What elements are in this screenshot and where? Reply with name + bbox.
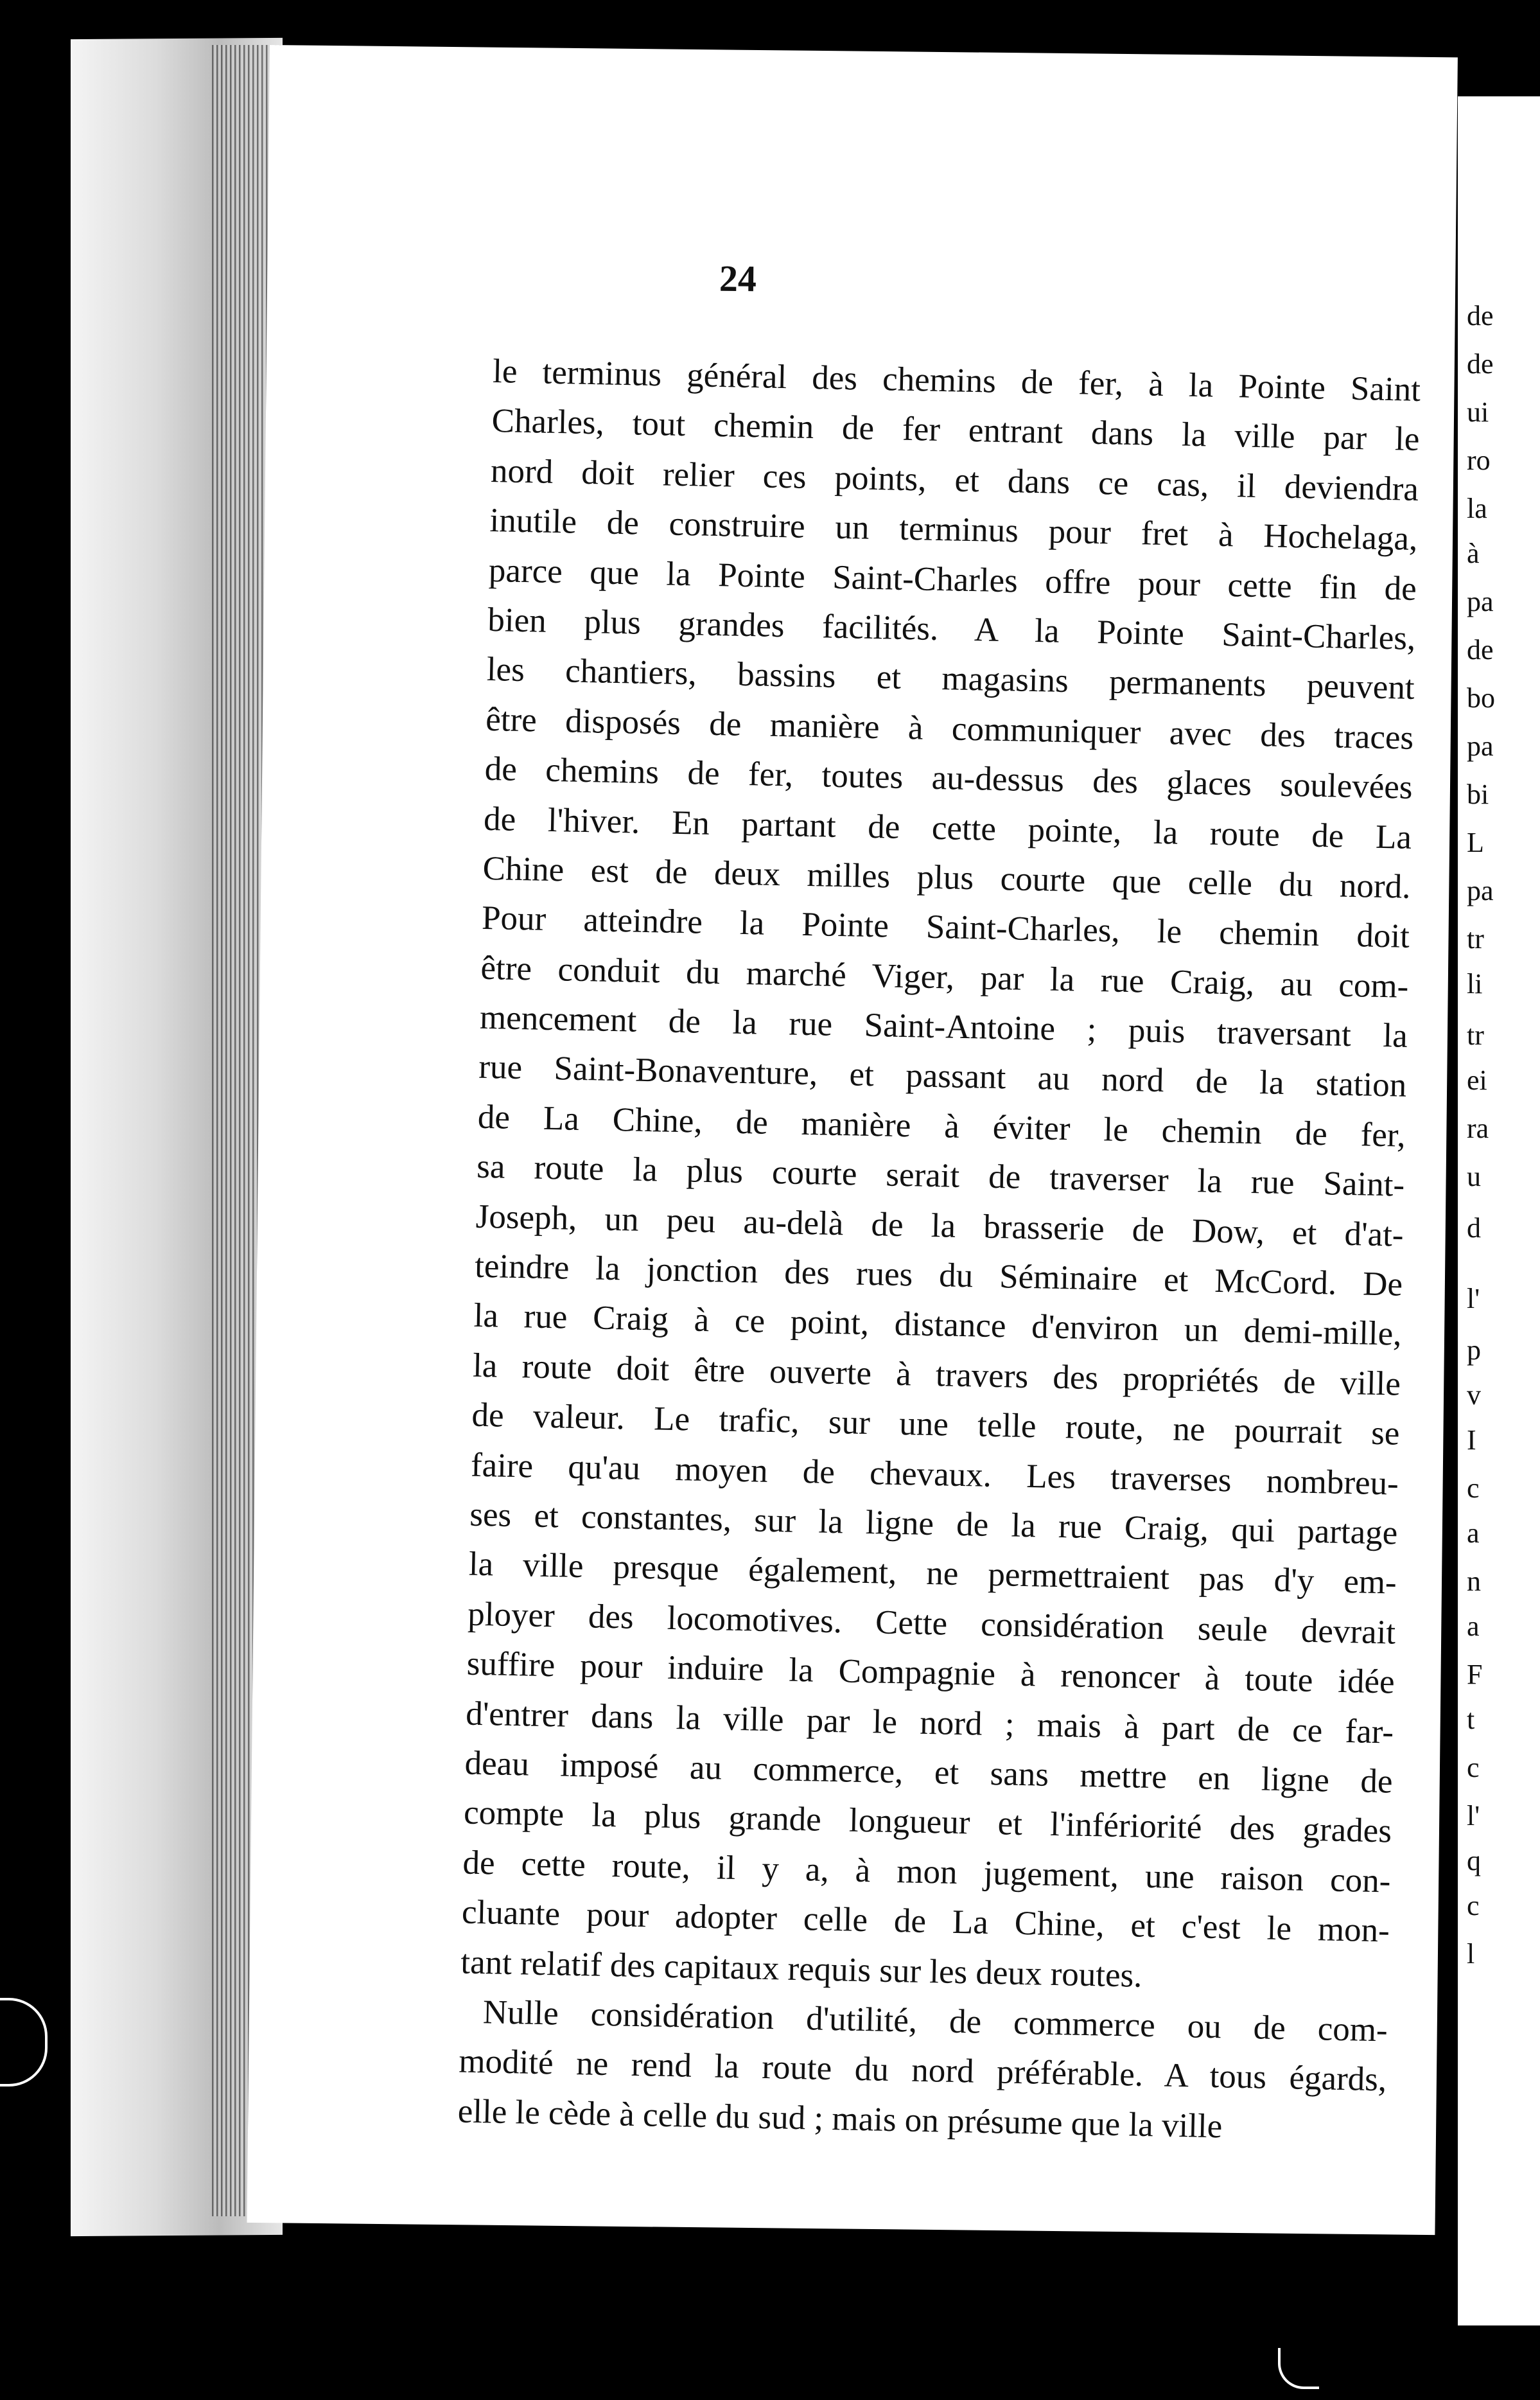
next-page-edge <box>1458 96 1540 2325</box>
next-page-fragment: à <box>1467 538 1480 569</box>
text-line: rue Saint-Bonaventure, et passant au nord de la station <box>478 1048 1407 1105</box>
next-page-fragment: bi <box>1467 779 1489 810</box>
text-line: Charles, tout chemin de fer entrant dans la ville par le <box>491 402 1420 459</box>
text-line: deau imposé au commerce, et sans mettre en ligne de <box>464 1744 1394 1801</box>
text-line: ses et constantes, sur la ligne de la rue Craig, qui partage <box>469 1496 1398 1552</box>
next-page-fragment: pa <box>1467 586 1494 617</box>
text-line: ployer des locomotives. Cette considération seule devrait <box>467 1595 1396 1652</box>
next-page-fragment: u <box>1467 1161 1481 1192</box>
next-page-fragment: l' <box>1467 1800 1480 1831</box>
scan-artifact <box>0 1998 48 2087</box>
next-page-fragment: d <box>1467 1212 1481 1244</box>
scan-artifact <box>1278 2348 1319 2389</box>
next-page-fragment: ui <box>1467 396 1489 428</box>
text-line: Chine est de deux milles plus courte que celle du nord. <box>482 849 1411 906</box>
body-text <box>457 347 1421 2155</box>
next-page-fragment: tr <box>1467 923 1484 955</box>
next-page-fragment: ei <box>1467 1064 1487 1096</box>
next-page-fragment: F <box>1467 1659 1483 1690</box>
next-page-fragment: I <box>1467 1424 1476 1456</box>
next-page-fragment: de <box>1467 300 1494 331</box>
text-line: de valeur. Le trafic, sur une telle route, ne pourrait se <box>471 1396 1400 1452</box>
text-line: de l'hiver. En partant de cette pointe, la route de La <box>483 800 1412 856</box>
text-line: nord doit relier ces points, et dans ce cas, il deviendra <box>490 452 1419 508</box>
next-page-fragment: a <box>1467 1610 1480 1642</box>
text-line: parce que la Pointe Saint-Charles offre pour cette fin de <box>488 551 1417 608</box>
next-page-fragment: ra <box>1467 1113 1489 1144</box>
text-line: compte la plus grande longueur et l'infériorité des grades <box>463 1794 1392 1850</box>
text-line: le terminus général des chemins de fer, à la Pointe Saint <box>492 352 1421 409</box>
next-page-fragment: c <box>1467 1472 1480 1504</box>
text-line: sa route la plus courte serait de traverser la rue Saint- <box>476 1147 1405 1204</box>
text-line: bien plus grandes facilités. A la Pointe Saint-Charles, <box>487 601 1416 657</box>
text-line: la ville presque également, ne permettraient pas d'y em- <box>468 1545 1397 1601</box>
text-line: Joseph, un peu au-delà de la brasserie de Dow, et d'at- <box>475 1197 1404 1254</box>
next-page-fragment: p <box>1467 1334 1481 1366</box>
text-line: être conduit du marché Viger, par la rue Craig, au com- <box>480 949 1409 1005</box>
text-line: faire qu'au moyen de chevaux. Les traverses nombreu- <box>470 1446 1399 1503</box>
text-line: modité ne rend la route du nord préférable. A tous égards, <box>458 2042 1387 2099</box>
next-page-fragment: pa <box>1467 875 1494 906</box>
text-line: cluante pour adopter celle de La Chine, et c'est le mon- <box>461 1893 1390 1950</box>
next-page-fragment: q <box>1467 1845 1481 1876</box>
next-page-fragment: c <box>1467 1890 1480 1921</box>
next-page-fragment: li <box>1467 968 1483 1000</box>
text-line: la rue Craig à ce point, distance d'environ un demi-mille, <box>473 1297 1403 1354</box>
next-page-fragment: de <box>1467 634 1494 666</box>
text-line: être disposés de manière à communiquer avec des traces <box>485 700 1414 757</box>
next-page-fragment: pa <box>1467 730 1494 762</box>
next-page-fragment: de <box>1467 348 1494 380</box>
text-line: inutile de construire un terminus pour fret à Hochelaga, <box>489 502 1418 558</box>
next-page-fragment: L <box>1467 827 1484 858</box>
next-page-fragment: n <box>1467 1566 1481 1597</box>
text-line: de La Chine, de manière à éviter le chemin de fer, <box>477 1098 1406 1154</box>
next-page-fragment: t <box>1467 1704 1475 1735</box>
next-page-fragment: v <box>1467 1379 1481 1411</box>
next-page-fragment: bo <box>1467 682 1495 714</box>
next-page-fragment: l <box>1467 1938 1475 1970</box>
next-page-fragment: l' <box>1467 1283 1480 1314</box>
text-line: elle le cède à celle du sud ; mais on présume que la ville <box>457 2092 1223 2146</box>
text-line: la route doit être ouverte à travers des propriétés de ville <box>472 1346 1401 1403</box>
text-line: tant relatif des capitaux requis sur les deux routes. <box>460 1943 1143 1995</box>
text-line: Nulle considération d'utilité, de commerce ou de com- <box>482 1993 1388 2049</box>
text-line: teindre la jonction des rues du Séminaire et McCord. De <box>474 1247 1403 1303</box>
next-page-fragment: tr <box>1467 1019 1484 1051</box>
text-line: d'entrer dans la ville par le nord ; mais à part de ce far- <box>465 1695 1394 1751</box>
page-number: 24 <box>719 257 757 300</box>
text-line: les chantiers, bassins et magasins permanents peuvent <box>486 651 1415 707</box>
next-page-fragment: la <box>1467 493 1487 524</box>
text-line: Pour atteindre la Pointe Saint-Charles, le chemin doit <box>481 899 1410 956</box>
next-page-fragment: a <box>1467 1517 1480 1549</box>
text-line: mencement de la rue Saint-Antoine ; puis traversant la <box>479 998 1408 1055</box>
text-line: de cette route, il y a, à mon jugement, une raison con- <box>462 1844 1391 1900</box>
text-line: suffire pour induire la Compagnie à renoncer à toute idée <box>466 1645 1396 1701</box>
next-page-fragment: c <box>1467 1752 1480 1783</box>
next-page-fragment: ro <box>1467 445 1491 476</box>
text-line: de chemins de fer, toutes au-dessus des glaces soulevées <box>484 750 1413 806</box>
